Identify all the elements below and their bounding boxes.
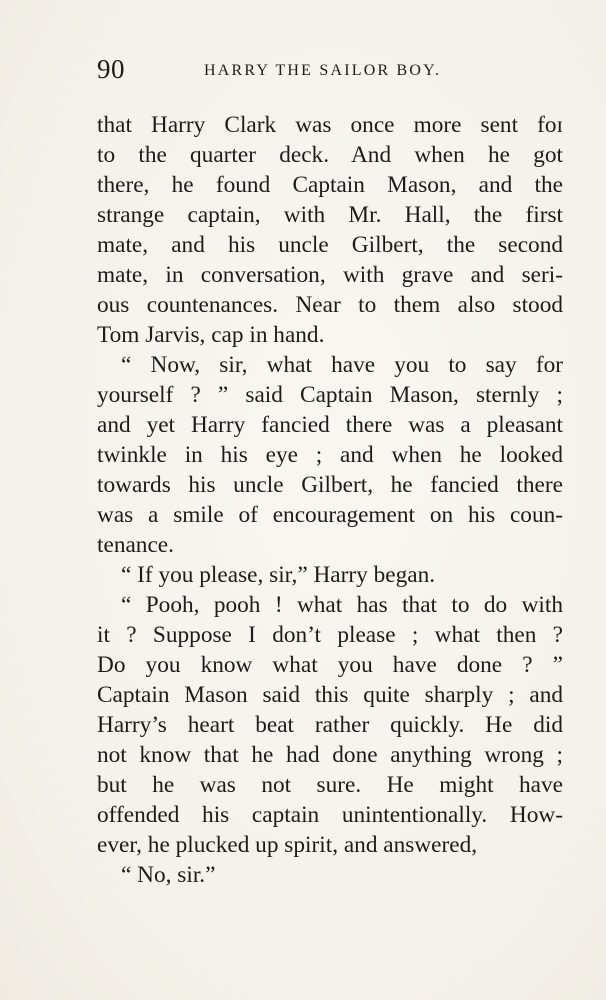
text-line: twinkle in his eye ; and when he looked <box>97 442 563 468</box>
text-line: there, he found Captain Mason, and the <box>97 172 563 198</box>
text-line: mate, and his uncle Gilbert, the second <box>97 232 563 258</box>
text-line: it ? Suppose I don’t please ; what then ? <box>97 622 563 648</box>
text-line: but he was not sure. He might have <box>97 772 563 798</box>
text-line: towards his uncle Gilbert, he fancied there <box>97 472 563 498</box>
text-line: not know that he had done anything wrong ; <box>97 742 563 768</box>
page-header <box>97 52 497 86</box>
text-line: “ Now, sir, what have you to say for <box>121 352 563 378</box>
running-title: HARRY THE SAILOR BOY. <box>204 62 442 79</box>
text-line: strange captain, with Mr. Hall, the first <box>97 202 563 228</box>
text-line: tenance. <box>97 532 174 558</box>
text-line: “ Pooh, pooh ! what has that to do with <box>121 592 563 618</box>
page-number: 90 <box>97 54 125 84</box>
text-line: was a smile of encouragement on his coun- <box>97 502 563 528</box>
text-line: “ If you please, sir,” Harry began. <box>121 562 436 588</box>
text-line: Harry’s heart beat rather quickly. He did <box>97 712 563 738</box>
text-line: mate, in conversation, with grave and seri- <box>97 262 563 288</box>
body-text <box>97 110 563 890</box>
text-line: Tom Jarvis, cap in hand. <box>97 322 325 348</box>
text-line: that Harry Clark was once more sent foɪ <box>97 112 563 138</box>
text-line: Captain Mason said this quite sharply ; and <box>97 682 563 708</box>
text-line: yourself ? ” said Captain Mason, sternly ; <box>97 382 563 408</box>
text-line: Do you know what you have done ? ” <box>97 652 563 678</box>
text-line: ever, he plucked up spirit, and answered, <box>97 832 478 858</box>
text-line: “ No, sir.” <box>121 862 216 888</box>
text-line: offended his captain unintentionally. How- <box>97 802 563 828</box>
text-line: to the quarter deck. And when he got <box>97 142 563 168</box>
text-line: ous countenances. Near to them also stood <box>97 292 563 318</box>
text-line: and yet Harry fancied there was a pleasant <box>97 412 563 438</box>
